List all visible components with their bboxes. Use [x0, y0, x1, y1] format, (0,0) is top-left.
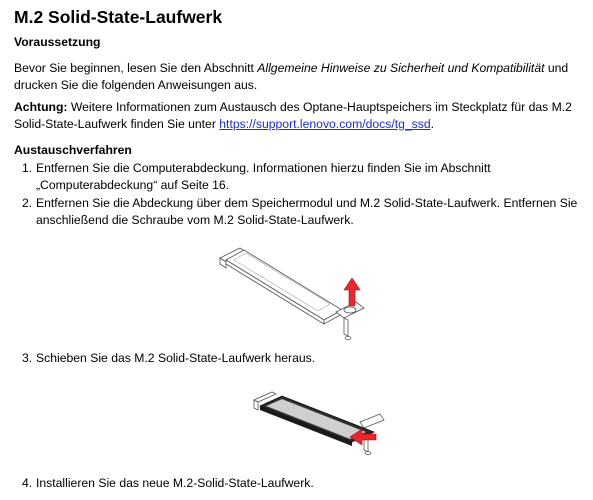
- prereq-text-before: Bevor Sie beginnen, lesen Sie den Abschnitt: [14, 61, 258, 75]
- step-text: Installieren Sie das neue M.2-Solid-State-Laufwerk.: [36, 476, 314, 490]
- step-text: „Computerabdeckung“ auf Seite 16.: [36, 177, 230, 192]
- step-text: anschließend die Schraube vom M.2 Solid-State-Laufwerk.: [36, 212, 354, 227]
- prereq-heading: Voraussetzung: [14, 35, 101, 49]
- ssd-screw-removal-illustration: [210, 238, 390, 348]
- step-number: 4.: [22, 476, 33, 490]
- attention-text-after: .: [430, 116, 435, 131]
- step-text: Entfernen Sie die Computerabdeckung. Informationen hierzu finden Sie im Abschnitt: [36, 161, 491, 175]
- page-title: M.2 Solid-State-Laufwerk: [14, 7, 223, 27]
- attention-paragraph: [14, 99, 586, 132]
- step-number: 3.: [22, 351, 33, 365]
- step-text: Entfernen Sie die Abdeckung über dem Speichermodul und M.2 Solid-State-Laufwerk. Entfernen Sie: [36, 196, 578, 210]
- attention-text-line2: Solid-State-Laufwerk finden Sie unter: [14, 116, 220, 131]
- prereq-text-after: und: [544, 61, 569, 75]
- procedure-heading: Austauschverfahren: [14, 143, 132, 157]
- step-number: 2.: [22, 196, 33, 210]
- support-link[interactable]: https://support.lenovo.com/docs/tg_ssd: [219, 116, 431, 131]
- attention-label: Achtung:: [14, 100, 68, 114]
- step-text: Schieben Sie das M.2 Solid-State-Laufwerk heraus.: [36, 351, 316, 365]
- arrow-up-icon: [344, 278, 360, 306]
- attention-text-line1: Weitere Informationen zum Austausch des Optane-Hauptspeichers im Steckplatz für das M.2: [67, 100, 572, 114]
- prereq-text-italic: Allgemeine Hinweise zu Sicherheit und Kompatibilität: [257, 61, 545, 75]
- prereq-line2: drucken Sie die folgenden Anweisungen aus.: [14, 77, 258, 92]
- ssd-slide-out-illustration: [240, 380, 390, 462]
- prereq-paragraph: [14, 60, 586, 93]
- step-number: 1.: [22, 161, 33, 175]
